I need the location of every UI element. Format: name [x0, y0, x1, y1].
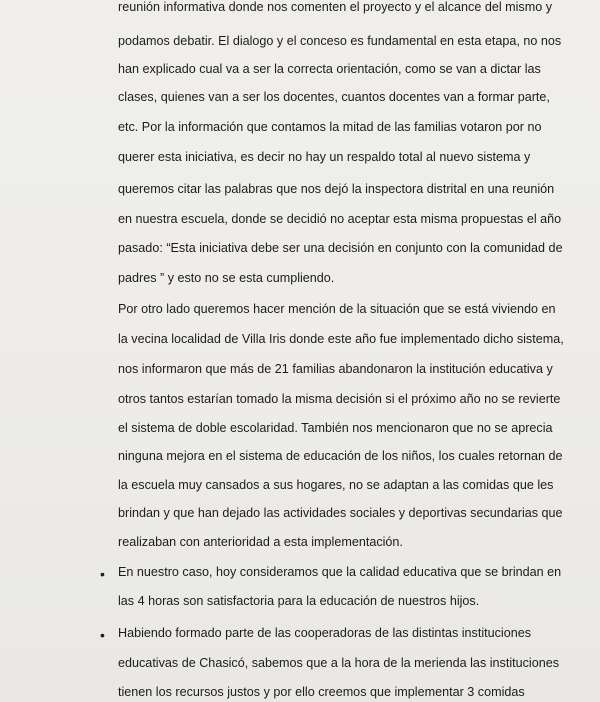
paragraph-2-line-4: otros tantos estarían tomado la misma decisión si el próximo año no se revierte [118, 392, 561, 406]
paragraph-1-line-8: en nuestra escuela, donde se decidió no aceptar esta misma propuestas el año [118, 212, 562, 226]
paragraph-1-line-3: han explicado cual va a ser la correcta orientación, como se van a dictar las [118, 62, 541, 76]
paragraph-2-line-7: la escuela muy cansados a sus hogares, no se adaptan a las comidas que les [118, 478, 554, 492]
paragraph-2-line-2: la vecina localidad de Villa Iris donde este año fue implementado dicho sistema, [118, 332, 564, 346]
paragraph-2-line-6: ninguna mejora en el sistema de educación de los niños, los cuales retornan de [118, 449, 563, 463]
bullet-2-line-1: Habiendo formado parte de las cooperadoras de las distintas instituciones [118, 626, 532, 640]
paragraph-1-line-7: queremos citar las palabras que nos dejó la inspectora distrital en una reunión [118, 182, 555, 196]
bullet-1-marker: • [100, 566, 105, 582]
paragraph-2-line-1: Por otro lado queremos hacer mención de la situación que se está viviendo en [118, 302, 556, 316]
bullet-2-line-2: educativas de Chasicó, sabemos que a la hora de la merienda las instituciones [118, 656, 560, 670]
paragraph-2-line-3: nos informaron que más de 21 familias abandonaron la institución educativa y [118, 362, 553, 376]
paragraph-1-line-10: padres ” y esto no se esta cumpliendo. [118, 271, 335, 285]
paragraph-1-line-6: querer esta iniciativa, es decir no hay un respaldo total al nuevo sistema y [118, 150, 531, 164]
paragraph-1-line-9: pasado: “Esta iniciativa debe ser una decisión en conjunto con la comunidad de [118, 241, 563, 255]
paragraph-1-line-5: etc. Por la información que contamos la mitad de las familias votaron por no [118, 120, 542, 134]
paragraph-1-line-2: podamos debatir. El dialogo y el conceso es fundamental en esta etapa, no nos [118, 34, 562, 48]
bullet-2-marker: • [100, 627, 105, 643]
bullet-1-line-2: las 4 horas son satisfactoria para la educación de nuestros hijos. [118, 594, 480, 608]
bullet-1-line-1: En nuestro caso, hoy consideramos que la calidad educativa que se brindan en [118, 565, 562, 579]
paragraph-2-line-5: el sistema de doble escolaridad. También nos mencionaron que no se aprecia [118, 421, 553, 435]
paragraph-1-line-1: reunión informativa donde nos comenten el proyecto y el alcance del mismo y [118, 0, 553, 14]
paragraph-2-line-9: realizaban con anterioridad a esta implementación. [118, 535, 403, 549]
bullet-2-line-3: tienen los recursos justos y por ello creemos que implementar 3 comidas [118, 685, 525, 699]
paragraph-1-line-4: clases, quienes van a ser los docentes, cuantos docentes van a formar parte, [118, 90, 550, 104]
paragraph-2-line-8: brindan y que han dejado las actividades sociales y deportivas secundarias que [118, 506, 563, 520]
